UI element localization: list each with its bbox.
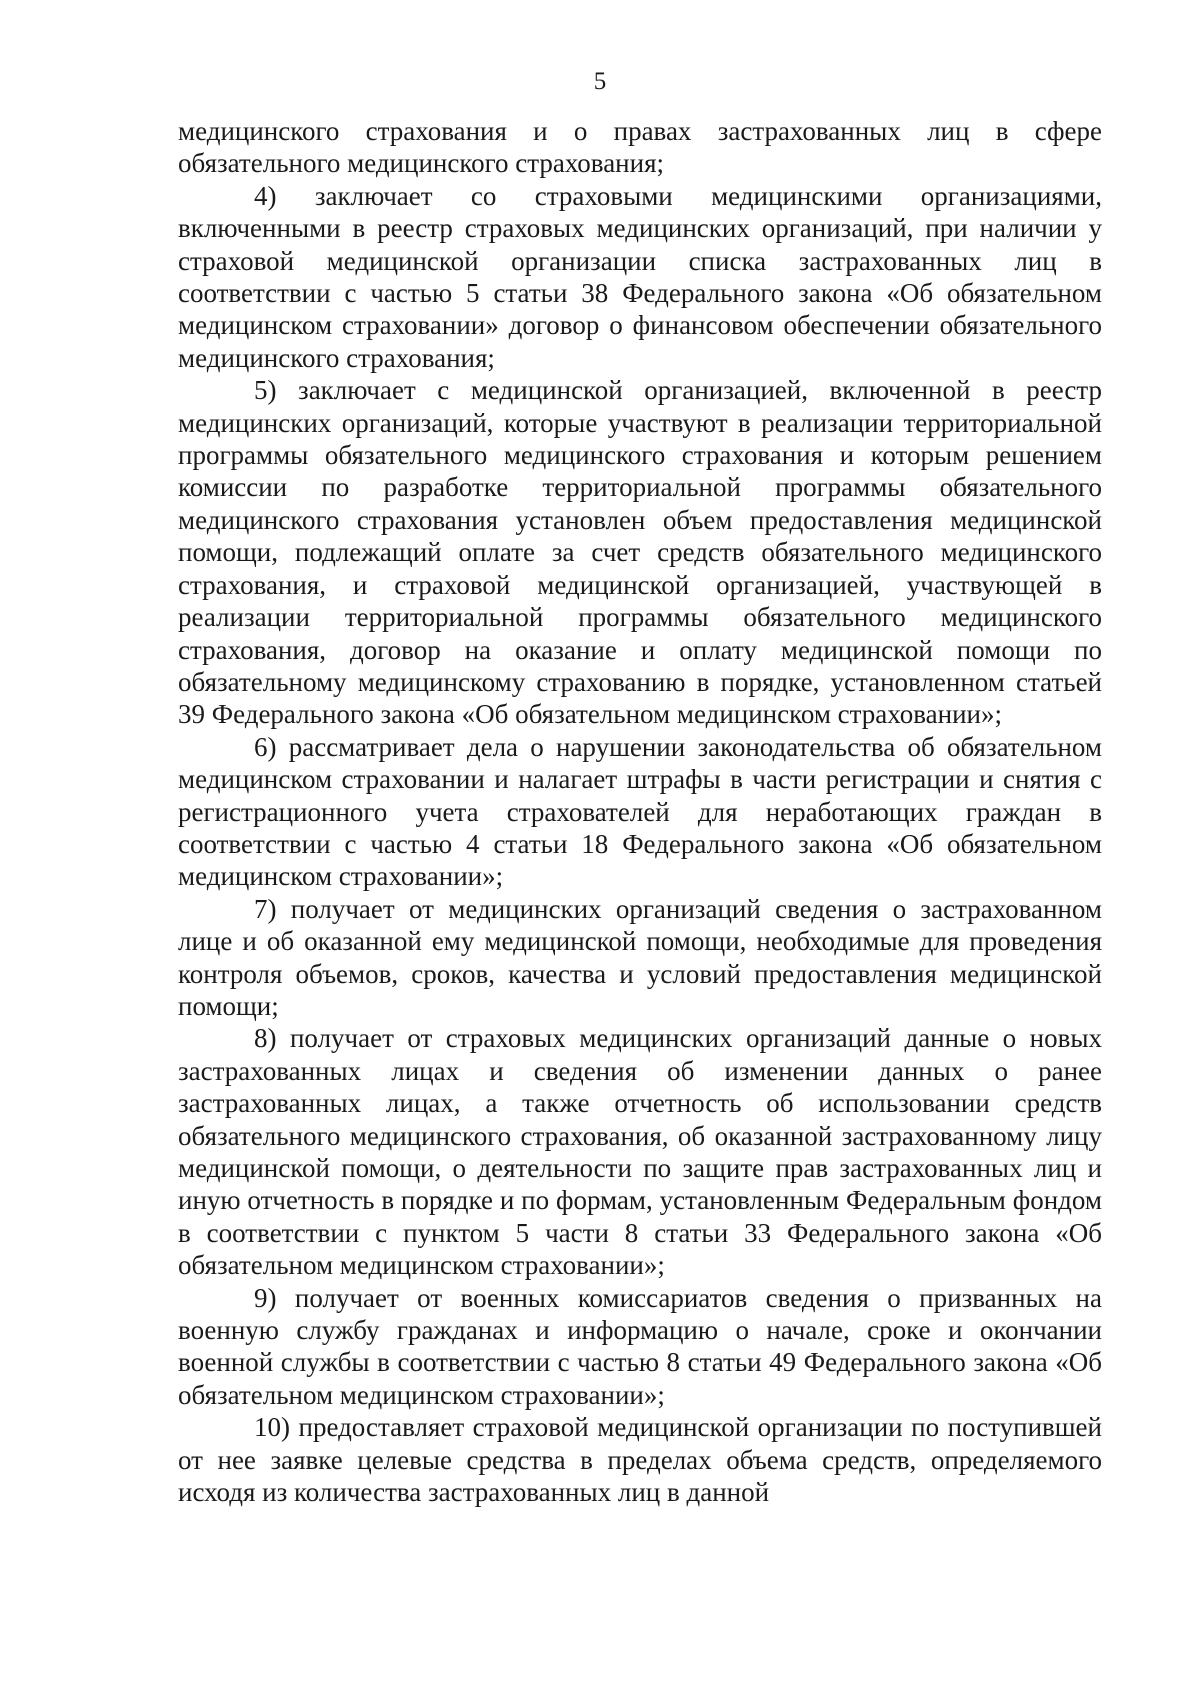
paragraph-item-4: 4) заключает со страховыми медицинскими организациями, включенными в реестр страховых медицинских организаций, при наличии у страховой медицинской организации списка застрахованных лиц в соответствии с частью 5 статьи 38 Федерального закона «Об обязательном медицинском страховании» договор о финансовом обеспечении обязательного медицинского страхования; — [178, 180, 1102, 373]
paragraph-item-10: 10) предоставляет страховой медицинской организации по поступившей от нее заявке целевые средства в пределах объема средств, определяемого исходя из количества застрахованных лиц в данной — [178, 1412, 1102, 1508]
paragraph-item-6: 6) рассматривает дела о нарушении законодательства об обязательном медицинском страховании и налагает штрафы в части регистрации и снятия с регистрационного учета страхователей для неработающих граждан в соответствии с частью 4 статьи 18 Федерального закона «Об обязательном медицинском страховании»; — [178, 731, 1102, 892]
paragraph-item-5: 5) заключает с медицинской организацией, включенной в реестр медицинских организаций, которые участвуют в реализации территориальной программы обязательного медицинского страхования и которым решением комиссии по разработке территориальной программы обязательного медицинского страхования установлен объем предоставления медицинской помощи, подлежащий оплате за счет средств обязательного медицинского страхования, и страховой медицинской организацией, участвующей в реализации территориальной программы обязательного медицинского страхования, договор на оказание и оплату медицинской помощи по обязательному медицинскому страхованию в порядке, установленном статьей 39 Федерального закона «Об обязательном медицинском страховании»; — [178, 375, 1102, 730]
paragraph-continuation: медицинского страхования и о правах застрахованных лиц в сфере обязательного медицинского страхования; — [178, 116, 1102, 179]
page-number: 5 — [593, 68, 607, 95]
paragraph-item-8: 8) получает от страховых медицинских организаций данные о новых застрахованных лицах и сведения об изменении данных о ранее застрахованных лицах, а также отчетность об использовании средств обязательного медицинского страхования, об оказанной застрахованному лицу медицинской помощи, о деятельности по защите прав застрахованных лиц и иную отчетность в порядке и по формам, установленным Федеральным фондом в соответствии с пунктом 5 части 8 статьи 33 Федерального закона «Об обязательном медицинском страховании»; — [178, 1023, 1102, 1281]
document-body — [178, 115, 1102, 1508]
paragraph-item-9: 9) получает от военных комиссариатов сведения о призванных на военную службу гражданах и информацию о начале, сроке и окончании военной службы в соответствии с частью 8 статьи 49 Федерального закона «Об обязательном медицинском страховании»; — [178, 1282, 1102, 1410]
paragraph-item-7: 7) получает от медицинских организаций сведения о застрахованном лице и об оказанной ему медицинской помощи, необходимые для проведения контроля объемов, сроков, качества и условий предоставления медицинской помощи; — [178, 893, 1102, 1021]
